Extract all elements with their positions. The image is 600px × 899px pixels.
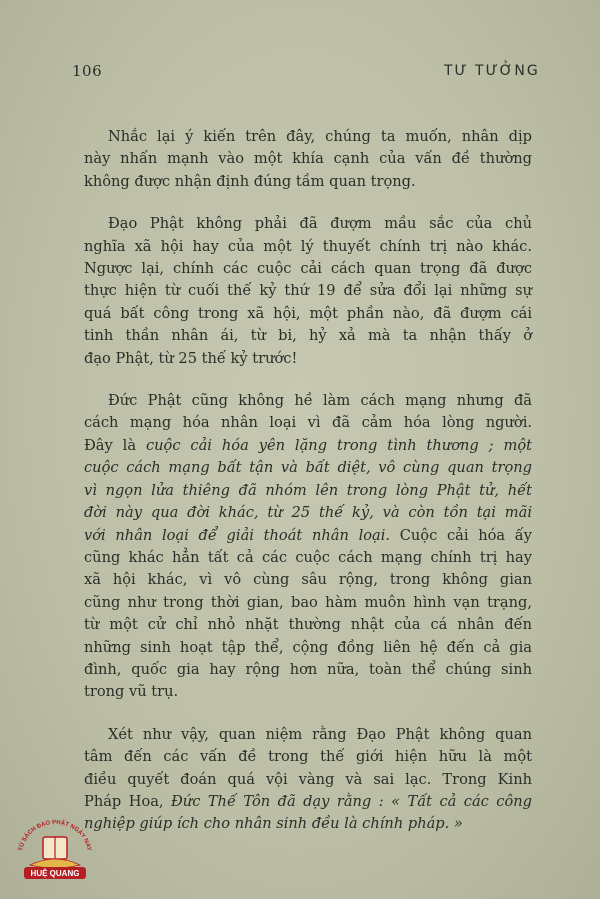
text-line — [84, 435, 532, 457]
text-run: nghĩa xã hội hay của một lý thuyết chính trị nào khác. — [84, 237, 532, 255]
text-line — [84, 412, 532, 434]
text-line — [84, 258, 532, 280]
text-run: những sinh hoạt tập thể, cộng đồng liên hệ đến cả gia — [84, 638, 532, 656]
text-run: đạo Phật, từ 25 thế kỷ trước! — [84, 349, 298, 367]
paragraph — [84, 213, 532, 370]
text-line — [84, 569, 532, 591]
text-run: với nhân loại để giải thoát nhân loại. — [84, 526, 391, 544]
text-line — [84, 126, 532, 148]
text-line — [84, 769, 532, 791]
text-run: đình, quốc gia hay rộng hơn nữa, toàn thể chúng sinh — [84, 660, 532, 678]
text-line — [84, 547, 532, 569]
paragraph — [84, 390, 532, 704]
text-run: Pháp Hoa, — [84, 792, 172, 810]
text-line — [84, 171, 532, 193]
text-line — [84, 457, 532, 479]
text-run: tinh thần nhân ái, từ bi, hỷ xả mà ta nhận thấy ở — [84, 327, 532, 345]
text-line — [84, 480, 532, 502]
text-line — [84, 236, 532, 258]
text-line — [84, 280, 532, 302]
text-line — [84, 614, 532, 636]
text-line — [84, 525, 532, 547]
text-run: cũng như trong thời gian, bao hàm muôn hình vạn trạng, — [84, 593, 532, 611]
stamp-text-top: TỦ SÁCH ĐẠO PHẬT NGÀY NAY — [18, 819, 92, 852]
running-title: TƯ TƯỞNG — [444, 63, 540, 79]
text-run: Ngược lại, chính các cuộc cải cách quan trọng đã được — [84, 260, 532, 278]
page-number: 106 — [72, 62, 103, 80]
text-line — [84, 637, 532, 659]
publisher-stamp — [10, 815, 100, 885]
text-line — [84, 746, 532, 768]
text-line — [84, 390, 532, 412]
text-line — [84, 592, 532, 614]
text-run: điều quyết đoán quá vội vàng và sai lạc. Trong Kinh — [84, 770, 532, 788]
text-line — [84, 813, 532, 835]
text-line — [84, 325, 532, 347]
text-run: thực hiện từ cuối thế kỷ thứ 19 để sửa đổi lại những sự — [84, 282, 532, 300]
text-run: Cuộc cải hóa ấy — [390, 526, 532, 544]
body-text — [84, 126, 532, 856]
text-run: cuộc cải hóa yên lặng trong tình thương ; một — [145, 436, 532, 454]
stamp-text-bottom: HUỆ QUANG — [30, 869, 80, 878]
text-run: Xét như vậy, quan niệm rằng Đạo Phật không quan — [108, 725, 532, 743]
text-line — [84, 724, 532, 746]
lotus-icon — [30, 859, 80, 868]
paragraph — [84, 126, 532, 193]
text-run: tâm đến các vấn đề trong thế giới hiện hữu là một — [84, 748, 532, 766]
text-line — [84, 213, 532, 235]
text-line — [84, 303, 532, 325]
text-line — [84, 791, 532, 813]
text-run: Đây là — [84, 436, 146, 454]
text-line — [84, 659, 532, 681]
text-run: trong vũ trụ. — [84, 683, 179, 701]
text-run: cũng khác hẳn tất cả các cuộc cách mạng chính trị hay — [84, 548, 532, 566]
text-run: cuộc cách mạng bất tận và bất diệt, vô cùng quan trọng — [84, 459, 532, 477]
text-run: nghiệp giúp ích cho nhân sinh đều là chính pháp. » — [84, 815, 463, 833]
text-run: Đức Thế Tôn đã dạy rằng : « Tất cả các công — [171, 792, 532, 810]
text-run: xã hội khác, vì vô cùng sâu rộng, trong không gian — [84, 571, 532, 589]
text-run: Đức Phật cũng không hề làm cách mạng nhưng đã — [108, 392, 532, 410]
text-run: cách mạng hóa nhân loại vì đã cảm hóa lòng người. — [84, 414, 532, 432]
paragraph — [84, 724, 532, 836]
text-run: đời này qua đời khác, từ 25 thế kỷ, và còn tồn tại mãi — [84, 504, 532, 522]
text-run: Đạo Phật không phải đã đượm mầu sắc của chủ — [108, 215, 532, 233]
text-run: vì ngọn lửa thiêng đã nhóm lên trong lòng Phật tử, hết — [84, 481, 532, 499]
text-line — [84, 502, 532, 524]
text-run: quá bất công trong xã hội, một phần nào, đã đượm cái — [84, 304, 532, 322]
text-run: Nhắc lại ý kiến trên đây, chúng ta muốn, nhân dịp — [108, 128, 532, 145]
text-line — [84, 148, 532, 170]
text-run: không được nhận định đúng tầm quan trọng. — [84, 172, 416, 190]
text-run: này nhấn mạnh vào một khía cạnh của vấn đề thường — [84, 150, 532, 168]
text-line — [84, 348, 532, 370]
text-run: từ một cử chỉ nhỏ nhặt thường nhật của cá nhân đến — [84, 616, 532, 634]
text-line — [84, 681, 532, 703]
